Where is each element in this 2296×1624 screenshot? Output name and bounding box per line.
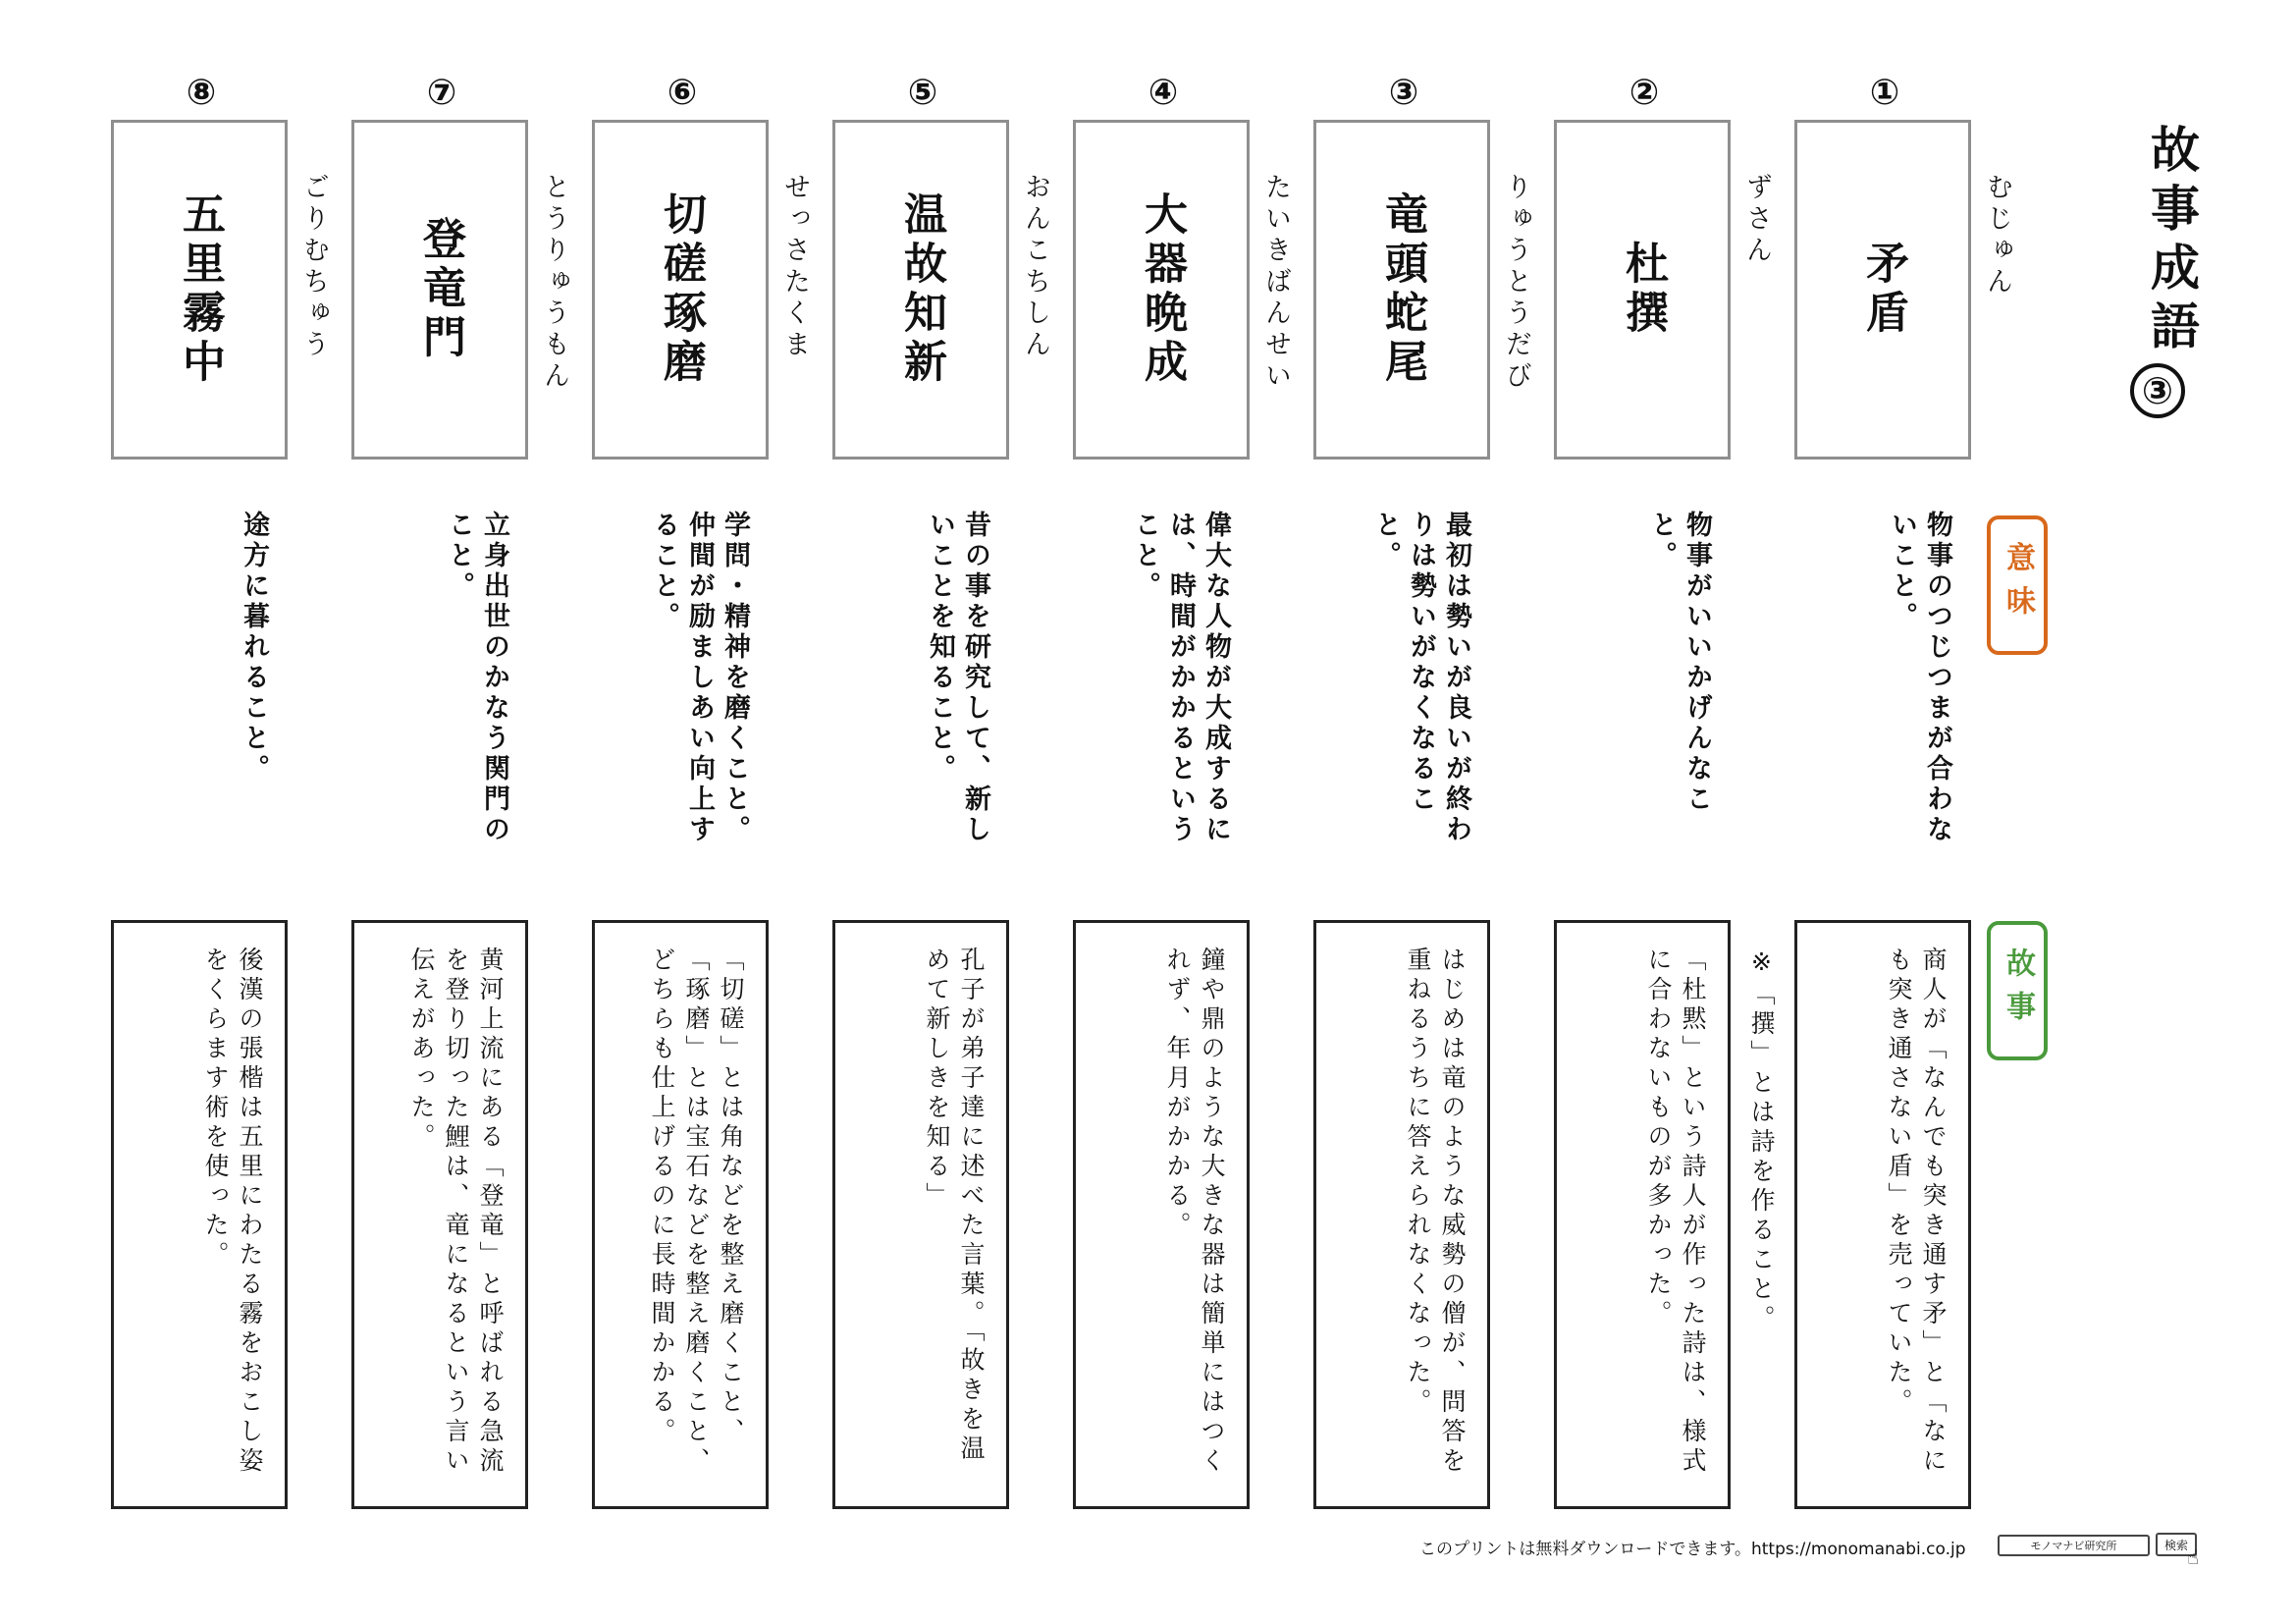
- idiom-meaning: 途方に暮れること。: [239, 511, 269, 785]
- idiom-meaning: 学問・精神を磨くこと。仲間が励ましあい向上すること。: [649, 511, 750, 845]
- idiom-box: [351, 120, 528, 460]
- meaning-label: 意味: [2001, 542, 2035, 628]
- idiom-origin: 「杜黙」という詩人が作った詩は、様式に合わないものが多かった。: [1644, 947, 1707, 1477]
- idiom-origin: 鐘や鼎のような大きな器は簡単にはつくれず、年月がかかる。: [1163, 947, 1226, 1477]
- origin-box: [1554, 920, 1731, 1509]
- idiom-reading: たいきばんせい: [1260, 173, 1291, 393]
- column-number: ⑤: [907, 73, 938, 113]
- idiom-origin: はじめは竜のような威勢の僧が、問答を重ねるうちに答えられなくなった。: [1404, 947, 1467, 1477]
- idiom-text: 温故知新: [896, 191, 946, 388]
- meaning-label-badge: [1987, 515, 2048, 655]
- origin-box: [592, 920, 769, 1509]
- column-number: ①: [1869, 73, 1900, 113]
- idiom-column-4: [1070, 0, 1291, 1532]
- origin-box: [351, 920, 528, 1509]
- origin-box: [111, 920, 288, 1509]
- idiom-meaning: 物事がいいかげんなこと。: [1646, 511, 1712, 815]
- idiom-box: [1313, 120, 1490, 460]
- column-number: ④: [1148, 73, 1179, 113]
- idiom-box: [1554, 120, 1731, 460]
- page-number-badge: ③: [2130, 363, 2185, 418]
- column-number: ⑧: [186, 73, 217, 113]
- origin-box: [1313, 920, 1490, 1509]
- idiom-origin: 「切磋」とは角などを整え磨くこと、「琢磨」とは宝石などを整え磨くこと、どちらも仕上げるのに長時間かかる。: [648, 947, 745, 1477]
- idiom-text: 杜撰: [1618, 241, 1668, 339]
- origin-label: 故事: [2001, 947, 2035, 1034]
- idiom-reading: むじゅん: [1982, 173, 2012, 298]
- idiom-origin: 孔子が弟子達に述べた言葉。「故きを温めて新しきを知る」: [923, 947, 986, 1465]
- page-title: 故事成語: [2143, 124, 2201, 359]
- idiom-origin: 商人が「なんでも突き通す矛」と「なにも突き通さない盾」を売っていた。: [1885, 947, 1948, 1477]
- column-number: ⑥: [667, 73, 698, 113]
- idiom-reading: りゅうとうだび: [1501, 173, 1531, 393]
- idiom-text: 大器晩成: [1137, 191, 1187, 388]
- idiom-box: [1794, 120, 1971, 460]
- idiom-reading: ずさん: [1741, 173, 1772, 267]
- idiom-reading: せっさたくま: [779, 173, 810, 361]
- idiom-column-6: [589, 0, 810, 1532]
- search-button[interactable]: 検索: [2156, 1533, 2197, 1556]
- origin-box: [832, 920, 1009, 1509]
- site-logo: モノマナビ研究所: [1998, 1535, 2150, 1556]
- idiom-origin: 黄河上流にある「登竜」と呼ばれる急流を登り切った鯉は、竜になるという言い伝えがあった。: [407, 947, 505, 1477]
- column-number: ⑦: [426, 73, 457, 113]
- idiom-reading: おんこちしん: [1020, 173, 1050, 361]
- footer-download-text: このプリントは無料ダウンロードできます。https://monomanabi.co.jp: [1419, 1540, 1966, 1559]
- idiom-text: 切磋琢磨: [656, 191, 706, 388]
- column-number: ②: [1629, 73, 1660, 113]
- idiom-meaning: 立身出世のかなう関門のこと。: [444, 511, 509, 845]
- idiom-text: 竜頭蛇尾: [1377, 191, 1427, 388]
- idiom-column-1: [1791, 0, 2012, 1532]
- idiom-text: 矛盾: [1858, 241, 1908, 339]
- zusan-note: ※「撰」とは詩を作ること。: [1747, 947, 1776, 1334]
- idiom-text: 五里霧中: [175, 191, 225, 388]
- idiom-box: [832, 120, 1009, 460]
- idiom-column-5: [829, 0, 1050, 1532]
- idiom-reading: ごりむちゅう: [298, 173, 329, 361]
- idiom-text: 登竜門: [415, 216, 465, 363]
- pointer-cursor-icon: ☝: [2187, 1545, 2200, 1569]
- idiom-meaning: 偉大な人物が大成するには、時間がかかるということ。: [1130, 511, 1231, 845]
- idiom-column-3: [1310, 0, 1531, 1532]
- idiom-reading: とうりゅうもん: [539, 173, 569, 393]
- idiom-meaning: 物事のつじつまが合わないこと。: [1887, 511, 1952, 845]
- idiom-column-7: [348, 0, 569, 1532]
- idiom-column-8: [108, 0, 329, 1532]
- idiom-box: [111, 120, 288, 460]
- idiom-meaning: 昔の事を研究して、新しいことを知ること。: [925, 511, 990, 845]
- idiom-meaning: 最初は勢いが良いが終わりは勢いがなくなること。: [1370, 511, 1471, 845]
- idiom-box: [1073, 120, 1250, 460]
- idiom-origin: 後漢の張楷は五里にわたる霧をおこし姿をくらます術を使った。: [201, 947, 264, 1477]
- idiom-box: [592, 120, 769, 460]
- origin-box: [1073, 920, 1250, 1509]
- column-number: ③: [1388, 73, 1419, 113]
- origin-label-badge: [1987, 921, 2048, 1060]
- origin-box: [1794, 920, 1971, 1509]
